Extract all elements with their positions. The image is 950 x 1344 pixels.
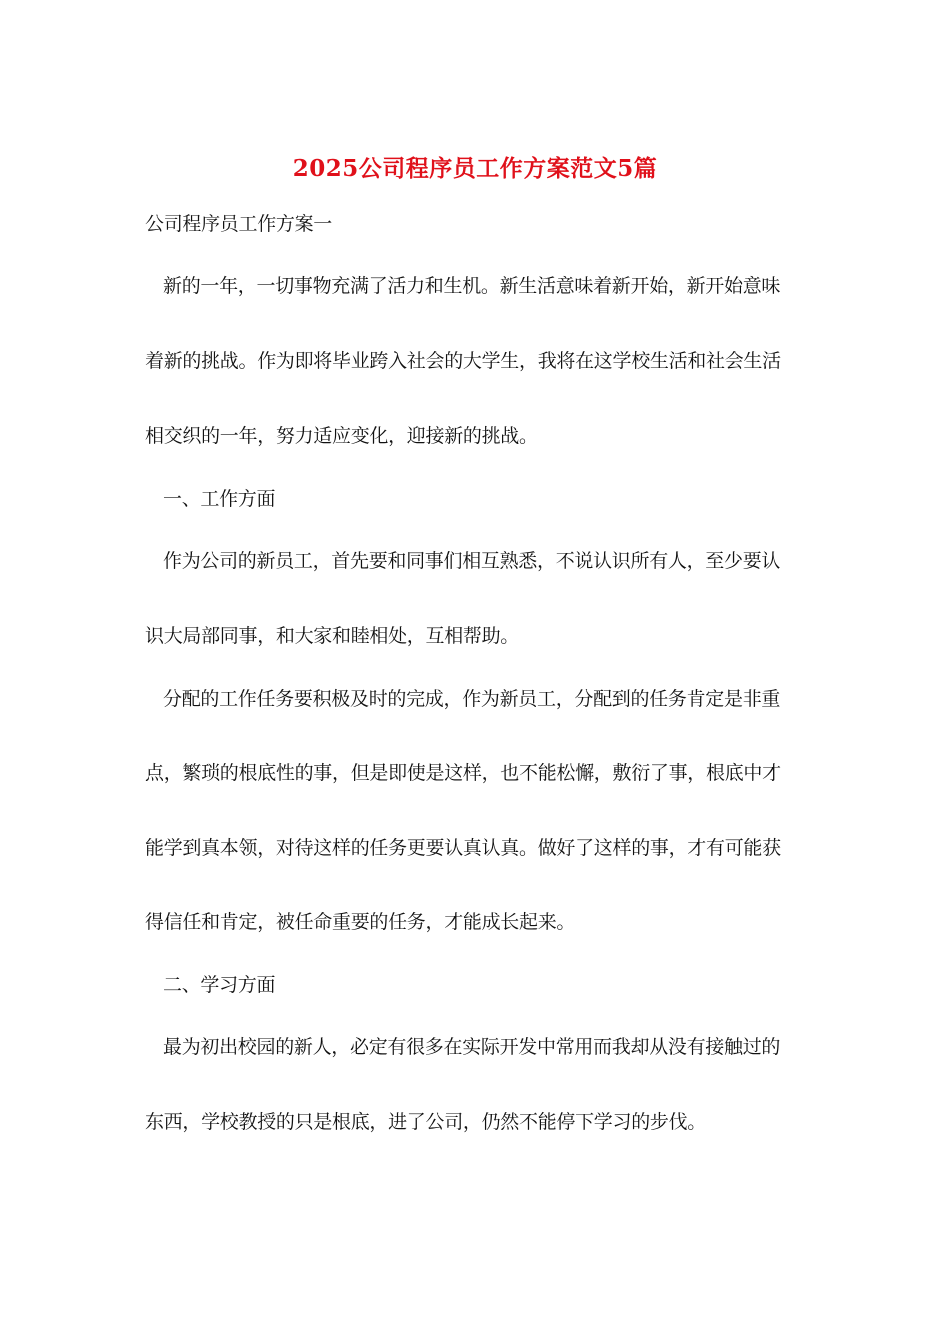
paragraph-line: 得信任和肯定，被任命重要的任务，才能成长起来。	[145, 911, 576, 933]
paragraph-line: 着新的挑战。作为即将毕业跨入社会的大学生，我将在这学校生活和社会生活	[145, 350, 781, 372]
paragraph-line: 最为初出校园的新人，必定有很多在实际开发中常用而我却从没有接触过的	[163, 1036, 781, 1058]
section-heading: 二、学习方面	[163, 974, 276, 996]
section-heading: 公司程序员工作方案一	[145, 213, 333, 235]
paragraph-line: 分配的工作任务要积极及时的完成，作为新员工，分配到的任务肯定是非重	[163, 688, 781, 710]
paragraph-line: 识大局部同事，和大家和睦相处，互相帮助。	[145, 625, 520, 647]
document-title: 2025公司程序员工作方案范文5篇	[292, 155, 658, 182]
paragraph-line: 作为公司的新员工，首先要和同事们相互熟悉，不说认识所有人，至少要认	[163, 550, 781, 572]
paragraph-line: 点，繁琐的根底性的事，但是即使是这样，也不能松懈，敷衍了事，根底中才	[145, 762, 781, 784]
section-heading: 一、工作方面	[163, 488, 276, 510]
paragraph-line: 新的一年，一切事物充满了活力和生机。新生活意味着新开始，新开始意味	[163, 275, 781, 297]
paragraph-line: 东西，学校教授的只是根底，进了公司，仍然不能停下学习的步伐。	[145, 1111, 707, 1133]
paragraph-line: 相交织的一年，努力适应变化，迎接新的挑战。	[145, 425, 538, 447]
paragraph-line: 能学到真本领，对待这样的任务更要认真认真。做好了这样的事，才有可能获	[145, 837, 781, 859]
